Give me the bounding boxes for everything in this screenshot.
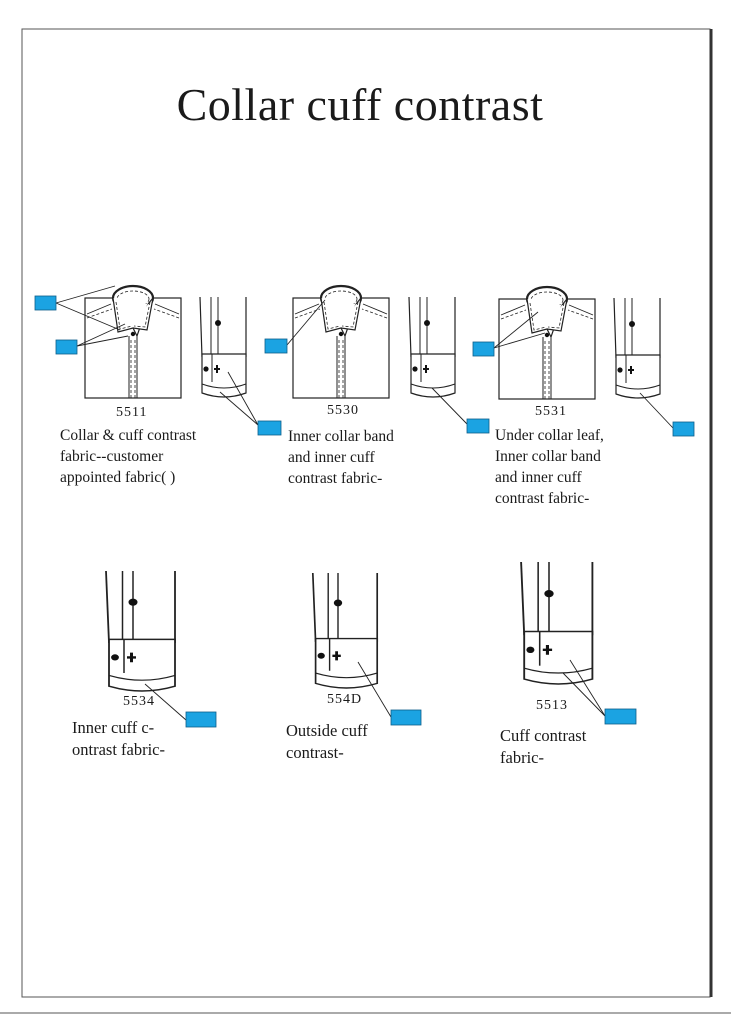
- item-description: Cuff contrast fabric-: [500, 726, 587, 767]
- sleeve-drawing-5534: [106, 571, 175, 691]
- item-code: 5531: [535, 404, 567, 419]
- item-description: Outside cuff contrast-: [286, 721, 368, 762]
- item-code: 554D: [327, 692, 363, 707]
- item-description: Collar & cuff contrast fabric--customer appointed fabric( ): [60, 427, 197, 486]
- swatch-box: [265, 339, 287, 353]
- item-description: Inner cuff c- ontrast fabric-: [72, 718, 165, 759]
- swatch-box: [467, 419, 489, 433]
- page-frame: [22, 29, 710, 997]
- item-code: 5513: [536, 698, 568, 713]
- sleeve-drawing-5513: [521, 562, 592, 684]
- swatch-box: [56, 340, 77, 354]
- swatch-box: [473, 342, 494, 356]
- swatch-box: [35, 296, 56, 310]
- swatch-box: [258, 421, 281, 435]
- shirt-drawing-5530: [293, 286, 389, 398]
- sleeve-drawing-5531: [614, 298, 660, 398]
- item-code: 5534: [123, 694, 155, 709]
- sleeve-drawing-5511: [200, 297, 246, 397]
- item-description: Under collar leaf, Inner collar band and inner cuff contrast fabric-: [495, 427, 604, 507]
- shirt-drawing-5531: [499, 287, 595, 399]
- page-title: Collar cuff contrast: [176, 79, 544, 130]
- swatch-box: [605, 709, 636, 724]
- sleeve-drawing-554D: [313, 573, 377, 688]
- swatch-box: [186, 712, 216, 727]
- item-code: 5530: [327, 403, 359, 418]
- item-code: 5511: [116, 405, 148, 420]
- sleeve-drawing-5530: [409, 297, 455, 397]
- swatch-box: [673, 422, 694, 436]
- item-description: Inner collar band and inner cuff contrast fabric-: [288, 428, 394, 487]
- swatch-box: [391, 710, 421, 725]
